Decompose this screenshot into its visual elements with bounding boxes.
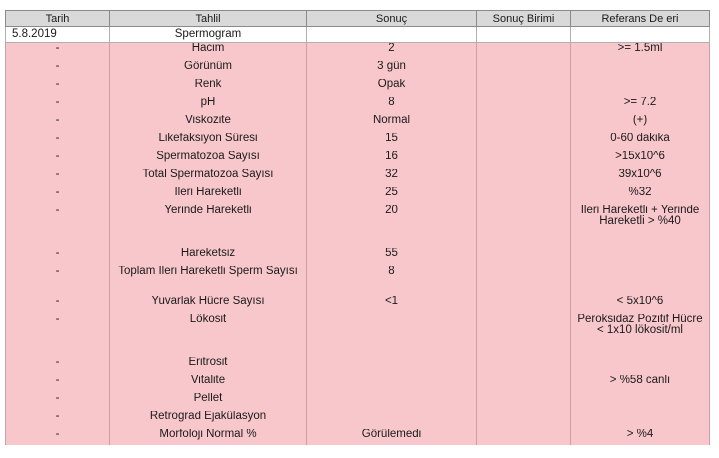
cell-tarih: - (6, 357, 110, 375)
cell-sonuc: 16 (307, 151, 477, 169)
cell-tarih: - (6, 43, 110, 61)
cell-sonuc-birimi (477, 205, 571, 248)
cell-referans (571, 411, 710, 429)
cell-referans: < 5x10^6 (571, 296, 710, 314)
cell-referans: >= 7.2 (571, 97, 710, 115)
table-row (6, 115, 710, 133)
cell-tahlil: Pellet (110, 393, 307, 411)
cell-tahlil: Renk (110, 79, 307, 97)
cell-sonuc: 25 (307, 187, 477, 205)
cell-referans: >15x10^6 (571, 151, 710, 169)
cell-referans (571, 357, 710, 375)
table-row (6, 169, 710, 187)
table-row (6, 314, 710, 357)
cell-tahlil: Yerinde Hareketli (110, 205, 307, 248)
cell-sonuc-birimi (477, 43, 571, 61)
table-row (6, 296, 710, 314)
cell-sonuc-birimi (477, 169, 571, 187)
table-row (6, 411, 710, 429)
cell-sonuc-birimi (477, 79, 571, 97)
cell-tahlil: Hacim (110, 43, 307, 61)
cell-sonuc-birimi (477, 266, 571, 296)
cell-sonuc: Görülemedi (307, 429, 477, 445)
cell-sonuc: 55 (307, 248, 477, 266)
cell-tahlil: Retrograd Ejakülasyon (110, 411, 307, 429)
table-row (6, 79, 710, 97)
cell-tahlil: Vitalite (110, 375, 307, 393)
header-row (6, 11, 710, 27)
cell-tarih: - (6, 97, 110, 115)
table-row (6, 248, 710, 266)
cell-referans: > %4 (571, 429, 710, 445)
cell-tahlil: Total Spermatozoa Sayısı (110, 169, 307, 187)
cell-referans: >= 1.5ml (571, 43, 710, 61)
table-row (6, 266, 710, 296)
cell-referans (571, 79, 710, 97)
table-row (6, 375, 710, 393)
cell-sonuc: Opak (307, 79, 477, 97)
cell-sonuc: 8 (307, 266, 477, 296)
header-tahlil: Tahlil (110, 11, 307, 27)
table-row (6, 133, 710, 151)
cell-sonuc-birimi (477, 375, 571, 393)
cell-sonuc: <1 (307, 296, 477, 314)
cell-sonuc: 8 (307, 97, 477, 115)
cell-sonuc-birimi (477, 248, 571, 266)
empty-cell (571, 27, 710, 43)
cell-sonuc-birimi (477, 187, 571, 205)
cell-sonuc-birimi (477, 393, 571, 411)
table-row (6, 357, 710, 375)
cell-tahlil: Yuvarlak Hücre Sayısı (110, 296, 307, 314)
table-row (6, 151, 710, 169)
header-sonuc: Sonuç (307, 11, 477, 27)
results-table (5, 10, 710, 445)
cell-tarih: - (6, 205, 110, 248)
cell-sonuc-birimi (477, 429, 571, 445)
cell-tarih: - (6, 61, 110, 79)
cell-sonuc: 32 (307, 169, 477, 187)
cell-tarih: - (6, 393, 110, 411)
cell-sonuc (307, 314, 477, 357)
cell-sonuc: 3 gün (307, 61, 477, 79)
cell-tahlil: Lökosit (110, 314, 307, 357)
cell-sonuc-birimi (477, 97, 571, 115)
cell-sonuc-birimi (477, 296, 571, 314)
test-group-date: 5.8.2019 (6, 27, 110, 43)
cell-referans (571, 61, 710, 79)
cell-sonuc: Normal (307, 115, 477, 133)
table-row (6, 43, 710, 61)
cell-tarih: - (6, 411, 110, 429)
cell-tahlil: Morfoloji Normal % (110, 429, 307, 445)
cell-referans: > %58 canlı (571, 375, 710, 393)
cell-sonuc (307, 357, 477, 375)
header-referans: Referans De eri (571, 11, 710, 27)
cell-tarih: - (6, 296, 110, 314)
table-row (6, 97, 710, 115)
cell-tarih: - (6, 187, 110, 205)
cell-referans: (+) (571, 115, 710, 133)
cell-referans: 39x10^6 (571, 169, 710, 187)
cell-tarih: - (6, 79, 110, 97)
cell-referans (571, 393, 710, 411)
cell-tarih: - (6, 429, 110, 445)
table-row (6, 429, 710, 445)
cell-sonuc (307, 411, 477, 429)
empty-cell (477, 27, 571, 43)
cell-tahlil: Görünüm (110, 61, 307, 79)
cell-tarih: - (6, 375, 110, 393)
cell-tahlil: Toplam Ileri Hareketli Sperm Sayısı (110, 266, 307, 296)
cell-tahlil: Spermatozoa Sayısı (110, 151, 307, 169)
cell-referans: 0-60 dakika (571, 133, 710, 151)
cell-sonuc-birimi (477, 411, 571, 429)
cell-tahlil: Likefaksiyon Süresi (110, 133, 307, 151)
test-group-name: Spermogram (110, 27, 307, 43)
cell-sonuc-birimi (477, 314, 571, 357)
cell-tahlil: Eritrosit (110, 357, 307, 375)
cell-sonuc (307, 375, 477, 393)
cell-sonuc-birimi (477, 357, 571, 375)
cell-sonuc: 20 (307, 205, 477, 248)
table-row (6, 187, 710, 205)
cell-referans (571, 266, 710, 296)
table-row (6, 393, 710, 411)
cell-tarih: - (6, 133, 110, 151)
cell-sonuc-birimi (477, 115, 571, 133)
cell-sonuc-birimi (477, 61, 571, 79)
table-row (6, 61, 710, 79)
cell-referans: %32 (571, 187, 710, 205)
cell-sonuc-birimi (477, 133, 571, 151)
cell-tarih: - (6, 248, 110, 266)
cell-referans (571, 248, 710, 266)
cell-sonuc-birimi (477, 151, 571, 169)
cell-tahlil: Hareketsiz (110, 248, 307, 266)
cell-tarih: - (6, 266, 110, 296)
table-row (6, 205, 710, 248)
cell-sonuc: 2 (307, 43, 477, 61)
cell-tarih: - (6, 151, 110, 169)
cell-referans: Ileri Hareketli + Yerinde Hareketli > %40 (571, 205, 710, 248)
empty-cell (307, 27, 477, 43)
cell-tahlil: Viskozite (110, 115, 307, 133)
cell-tarih: - (6, 115, 110, 133)
cell-tahlil: pH (110, 97, 307, 115)
header-tarih: Tarih (6, 11, 110, 27)
cell-tarih: - (6, 314, 110, 357)
cell-sonuc: 15 (307, 133, 477, 151)
cell-tahlil: Ileri Hareketli (110, 187, 307, 205)
test-group-row (6, 27, 710, 43)
cell-sonuc (307, 393, 477, 411)
cell-referans: Peroksidaz Pozitif Hücre < 1x10 lökosit/ml (571, 314, 710, 357)
header-sonuc-birimi: Sonuç Birimi (477, 11, 571, 27)
cell-tarih: - (6, 169, 110, 187)
